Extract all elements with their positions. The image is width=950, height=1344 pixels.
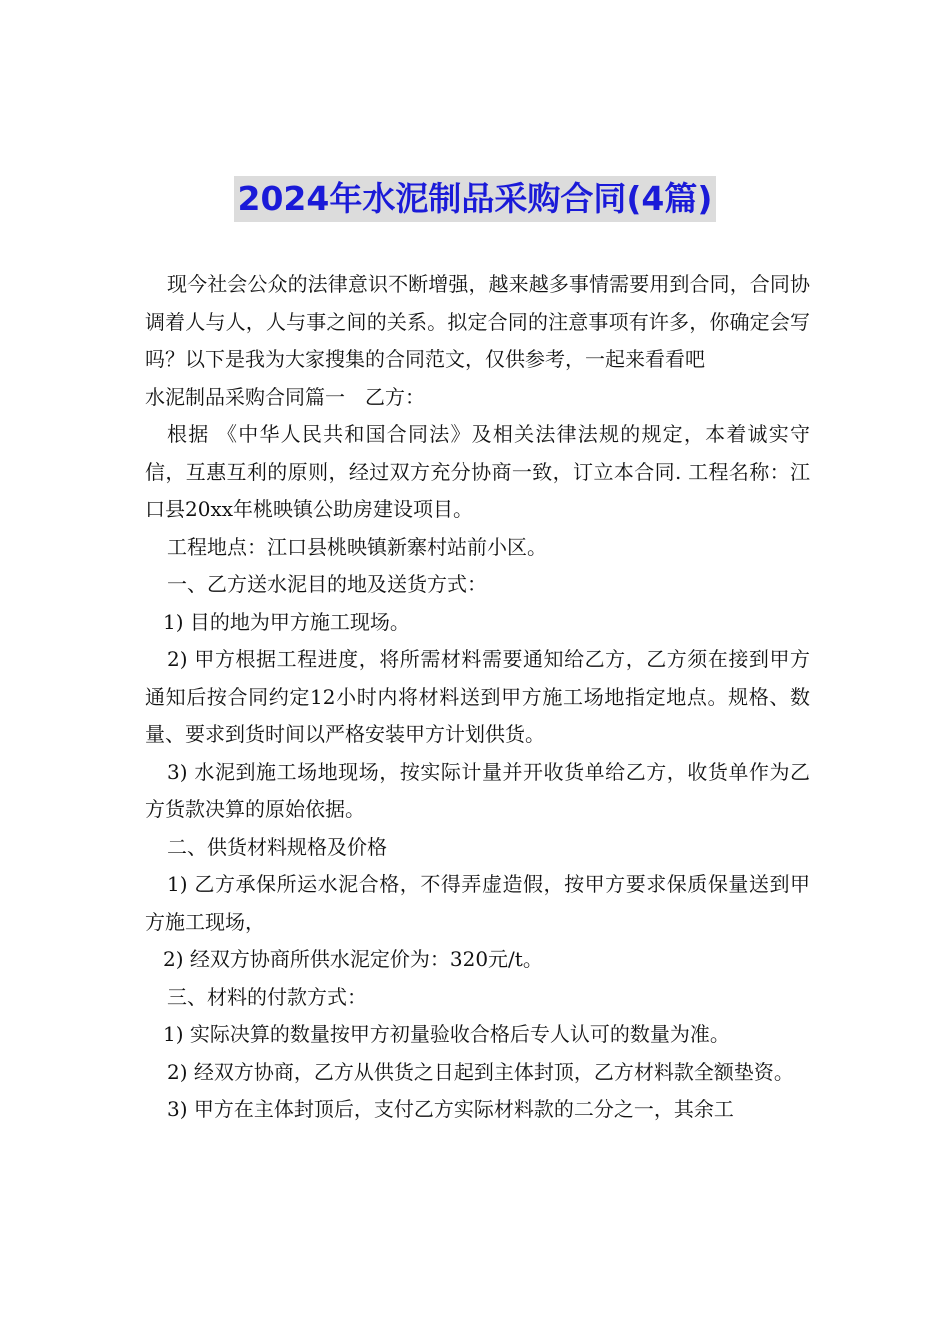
title-block: [0, 176, 950, 222]
clause-1-item-3: 3) 水泥到施工场地现场，按实际计量并开收货单给乙方，收货单作为乙方货款决算的原始依据。: [145, 759, 810, 821]
intro-paragraph: 现今社会公众的法律意识不断增强，越来越多事情需要用到合同，合同协调着人与人，人与事之间的关系。拟定合同的注意事项有许多，你确定会写吗？以下是我为大家搜集的合同范文，仅供参考，一起来看看吧: [145, 272, 810, 371]
clause-heading-2: 二、供货材料规格及价格: [167, 834, 387, 859]
clause-1-item-1: 1) 目的地为甲方施工现场。: [163, 609, 410, 634]
document-title: 2024年水泥制品采购合同(4篇): [234, 176, 717, 222]
clause-heading-3: 三、材料的付款方式：: [167, 984, 367, 1009]
clause-3-item-2: 2) 经双方协商，乙方从供货之日起到主体封顶，乙方材料款全额垫资。: [167, 1059, 794, 1084]
section-heading-part1: 水泥制品采购合同篇一 乙方：: [145, 384, 425, 409]
clause-3-item-3: 3) 甲方在主体封顶后，支付乙方实际材料款的二分之一，其余工: [167, 1097, 734, 1121]
clause-2-item-1: 1) 乙方承保所运水泥合格，不得弄虚造假，按甲方要求保质保量送到甲方施工现场，: [145, 872, 810, 934]
clause-3-item-1: 1) 实际决算的数量按甲方初量验收合格后专人认可的数量为准。: [163, 1022, 730, 1046]
contract-preamble-paragraph: 根据 《中华人民共和国合同法》及相关法律法规的规定，本着诚实守信，互惠互利的原则，经过双方充分协商一致，订立本合同. 工程名称：江口县20xx年桃映镇公助房建设项目。: [145, 422, 810, 521]
clause-heading-1: 一、乙方送水泥目的地及送货方式：: [167, 572, 487, 596]
clause-2-item-2: 2) 经双方协商所供水泥定价为：320元/t。: [163, 947, 543, 971]
project-location-paragraph: 工程地点：江口县桃映镇新寨村站前小区。: [167, 534, 547, 559]
document-body: [145, 266, 810, 1129]
clause-1-item-2: 2) 甲方根据工程进度，将所需材料需要通知给乙方，乙方须在接到甲方通知后按合同约定12小时内将材料送到甲方施工场地指定地点。规格、数量、要求到货时间以严格安装甲方计划供货。: [145, 647, 810, 746]
